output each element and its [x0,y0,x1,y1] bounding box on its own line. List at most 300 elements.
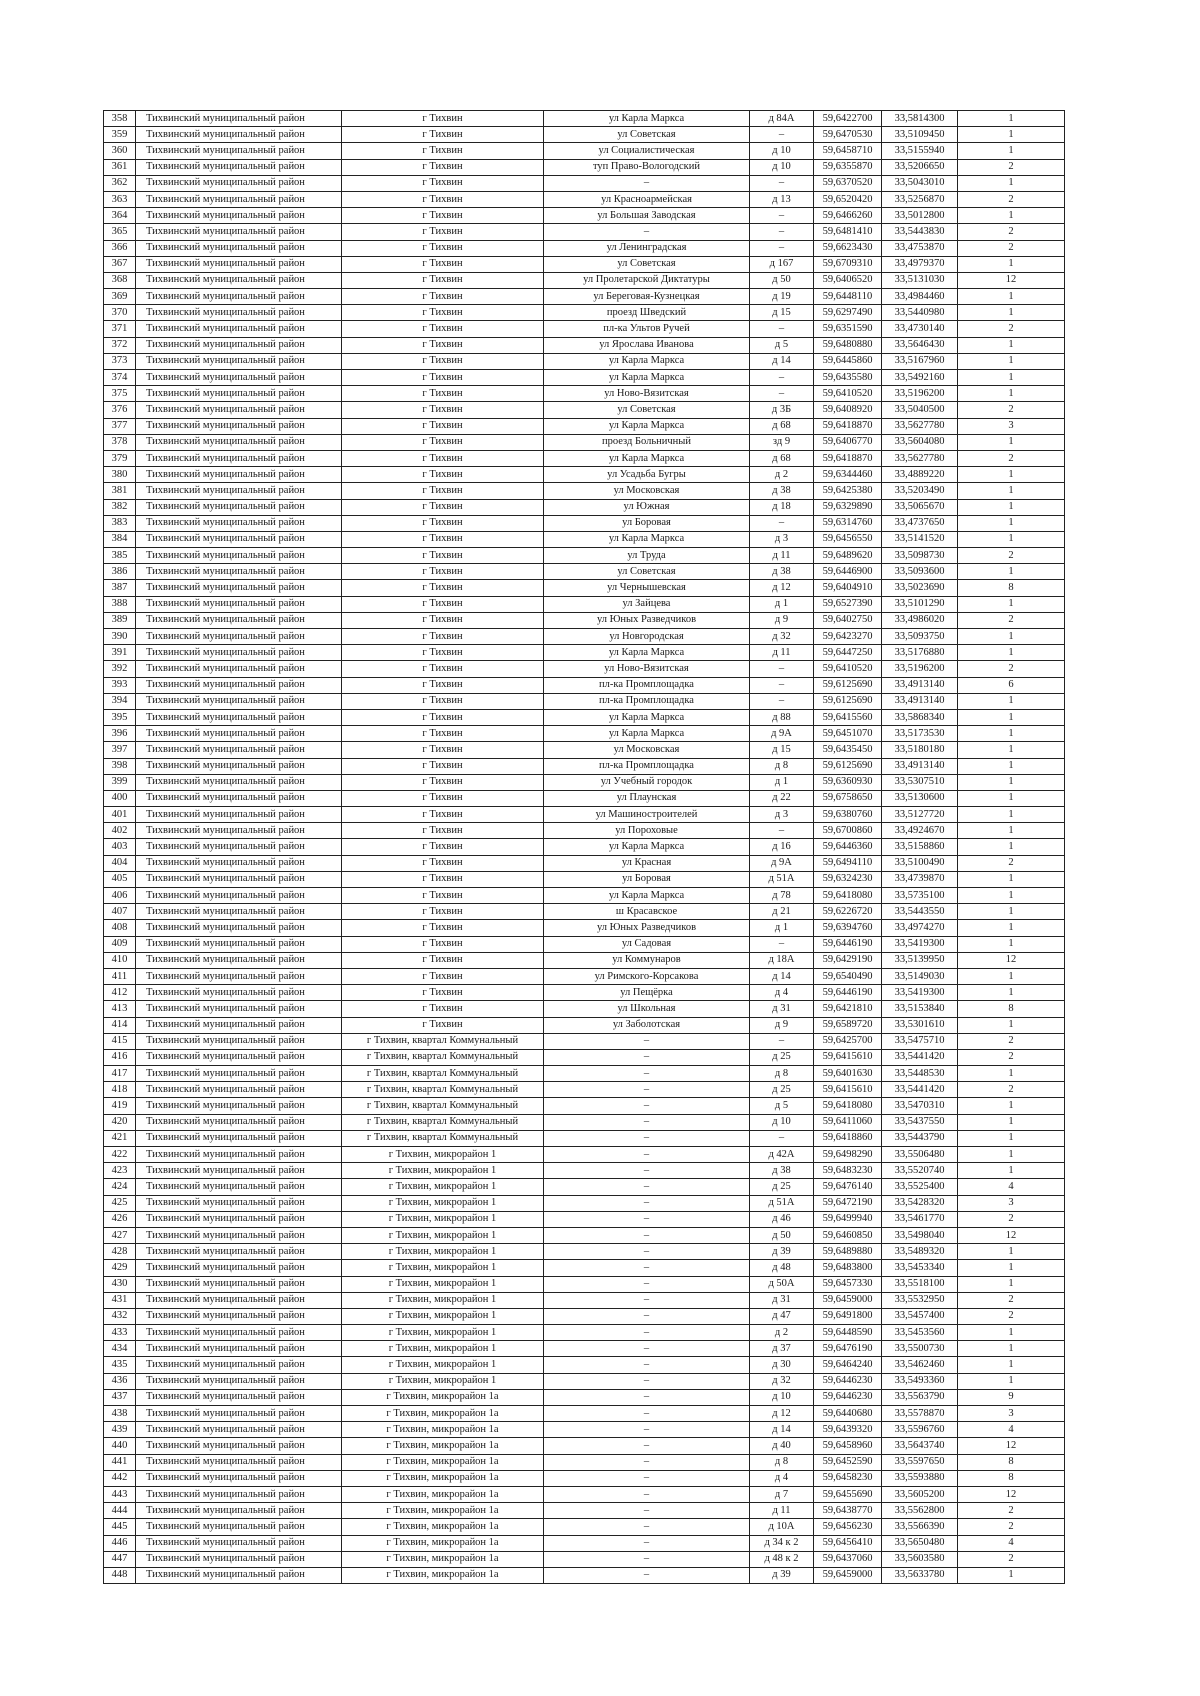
cell-street: – [544,1098,750,1114]
cell-lat: 59,6447250 [814,645,882,661]
table-row [104,1325,1065,1341]
cell-street: ул Карла Маркса [544,726,750,742]
cell-lat: 59,6464240 [814,1357,882,1373]
cell-lon: 33,5131030 [882,272,958,288]
cell-n: 433 [104,1325,136,1341]
cell-count: 2 [958,224,1065,240]
cell-count: 1 [958,434,1065,450]
cell-street: – [544,1406,750,1422]
cell-district: Тихвинский муниципальный район [136,483,342,499]
cell-n: 372 [104,337,136,353]
cell-lat: 59,6380760 [814,807,882,823]
cell-n: 382 [104,499,136,515]
cell-lon: 33,5578870 [882,1406,958,1422]
cell-count: 1 [958,790,1065,806]
cell-count: 1 [958,1244,1065,1260]
cell-district: Тихвинский муниципальный район [136,1033,342,1049]
cell-lon: 33,5627780 [882,418,958,434]
cell-street: – [544,1114,750,1130]
cell-lon: 33,5814300 [882,111,958,127]
cell-lon: 33,5428320 [882,1195,958,1211]
cell-street: – [544,1551,750,1567]
cell-lat: 59,6415560 [814,709,882,725]
cell-house: д 51А [750,871,814,887]
cell-lat: 59,6355870 [814,159,882,175]
cell-house: д 40 [750,1438,814,1454]
cell-lat: 59,6758650 [814,790,882,806]
cell-locality: г Тихвин [342,337,544,353]
cell-locality: г Тихвин [342,645,544,661]
cell-lat: 59,6476140 [814,1179,882,1195]
cell-locality: г Тихвин [342,531,544,547]
cell-count: 2 [958,240,1065,256]
cell-count: 2 [958,1033,1065,1049]
cell-street: ул Большая Заводская [544,208,750,224]
cell-street: – [544,1179,750,1195]
cell-street: ул Ленинградская [544,240,750,256]
cell-lon: 33,5518100 [882,1276,958,1292]
cell-lat: 59,6456550 [814,531,882,547]
cell-lon: 33,5040500 [882,402,958,418]
cell-district: Тихвинский муниципальный район [136,742,342,758]
table-row [104,774,1065,790]
cell-district: Тихвинский муниципальный район [136,823,342,839]
cell-lon: 33,4730140 [882,321,958,337]
table-row [104,564,1065,580]
table-row [104,904,1065,920]
cell-district: Тихвинский муниципальный район [136,1454,342,1470]
cell-n: 435 [104,1357,136,1373]
cell-count: 1 [958,175,1065,191]
cell-district: Тихвинский муниципальный район [136,515,342,531]
cell-locality: г Тихвин [342,839,544,855]
cell-house: д 32 [750,629,814,645]
cell-count: 2 [958,321,1065,337]
cell-n: 424 [104,1179,136,1195]
cell-house: д 37 [750,1341,814,1357]
cell-district: Тихвинский муниципальный район [136,434,342,450]
cell-n: 403 [104,839,136,855]
table-row [104,289,1065,305]
cell-district: Тихвинский муниципальный район [136,677,342,693]
table-row [104,1276,1065,1292]
cell-district: Тихвинский муниципальный район [136,402,342,418]
cell-locality: г Тихвин [342,888,544,904]
cell-house: д 32 [750,1373,814,1389]
cell-lon: 33,5130600 [882,790,958,806]
cell-n: 410 [104,952,136,968]
cell-street: – [544,1244,750,1260]
cell-locality: г Тихвин [342,855,544,871]
table-row [104,159,1065,175]
cell-street: ул Плаунская [544,790,750,806]
cell-count: 1 [958,127,1065,143]
cell-count: 1 [958,985,1065,1001]
cell-lat: 59,6459000 [814,1567,882,1583]
cell-lat: 59,6415610 [814,1082,882,1098]
table-row [104,434,1065,450]
cell-count: 8 [958,580,1065,596]
cell-lon: 33,5627780 [882,450,958,466]
cell-count: 4 [958,1535,1065,1551]
cell-n: 447 [104,1551,136,1567]
cell-count: 1 [958,709,1065,725]
cell-house: д 38 [750,1163,814,1179]
table-row [104,596,1065,612]
cell-house: д 10А [750,1519,814,1535]
cell-street: – [544,1082,750,1098]
table-row [104,1049,1065,1065]
cell-count: 1 [958,726,1065,742]
cell-n: 373 [104,353,136,369]
cell-lat: 59,6480880 [814,337,882,353]
cell-locality: г Тихвин [342,272,544,288]
cell-street: – [544,1292,750,1308]
cell-district: Тихвинский муниципальный район [136,904,342,920]
cell-district: Тихвинский муниципальный район [136,758,342,774]
cell-count: 3 [958,418,1065,434]
cell-district: Тихвинский муниципальный район [136,774,342,790]
cell-n: 408 [104,920,136,936]
cell-house: д 22 [750,790,814,806]
cell-n: 421 [104,1130,136,1146]
table-row [104,1260,1065,1276]
cell-house: д 68 [750,450,814,466]
cell-lon: 33,5023690 [882,580,958,596]
cell-n: 401 [104,807,136,823]
cell-lon: 33,4984460 [882,289,958,305]
cell-locality: г Тихвин, микрорайон 1 [342,1325,544,1341]
cell-house: – [750,823,814,839]
cell-street: ул Ново-Вязитская [544,386,750,402]
cell-lon: 33,5461770 [882,1211,958,1227]
cell-locality: г Тихвин, квартал Коммунальный [342,1082,544,1098]
cell-lat: 59,6460850 [814,1227,882,1243]
cell-locality: г Тихвин [342,499,544,515]
cell-locality: г Тихвин, микрорайон 1 [342,1341,544,1357]
cell-lon: 33,5443550 [882,904,958,920]
cell-n: 371 [104,321,136,337]
cell-count: 1 [958,888,1065,904]
cell-lat: 59,6446230 [814,1389,882,1405]
cell-house: д 21 [750,904,814,920]
cell-count: 1 [958,645,1065,661]
cell-n: 445 [104,1519,136,1535]
table-row [104,871,1065,887]
table-row [104,1406,1065,1422]
table-row [104,1179,1065,1195]
cell-n: 368 [104,272,136,288]
cell-district: Тихвинский муниципальный район [136,467,342,483]
cell-lat: 59,6297490 [814,305,882,321]
cell-district: Тихвинский муниципальный район [136,1001,342,1017]
cell-count: 12 [958,1227,1065,1243]
cell-house: д 19 [750,289,814,305]
cell-lon: 33,5158860 [882,839,958,855]
cell-lat: 59,6370520 [814,175,882,191]
cell-count: 12 [958,952,1065,968]
cell-locality: г Тихвин, микрорайон 1а [342,1486,544,1502]
cell-street: – [544,1325,750,1341]
cell-lat: 59,6410520 [814,386,882,402]
cell-house: д 50 [750,272,814,288]
cell-district: Тихвинский муниципальный район [136,564,342,580]
cell-street: – [544,175,750,191]
cell-street: ул Советская [544,256,750,272]
cell-district: Тихвинский муниципальный район [136,1389,342,1405]
cell-lat: 59,6125690 [814,677,882,693]
cell-lat: 59,6429190 [814,952,882,968]
cell-lon: 33,5153840 [882,1001,958,1017]
cell-lat: 59,6351590 [814,321,882,337]
cell-count: 1 [958,515,1065,531]
table-row [104,612,1065,628]
cell-house: д 39 [750,1244,814,1260]
cell-lat: 59,6446230 [814,1373,882,1389]
cell-n: 364 [104,208,136,224]
cell-count: 1 [958,1066,1065,1082]
cell-district: Тихвинский муниципальный район [136,1438,342,1454]
cell-n: 420 [104,1114,136,1130]
cell-street: ул Боровая [544,871,750,887]
cell-house: – [750,386,814,402]
cell-district: Тихвинский муниципальный район [136,596,342,612]
cell-locality: г Тихвин, микрорайон 1а [342,1470,544,1486]
cell-lon: 33,5441420 [882,1049,958,1065]
cell-lon: 33,5593880 [882,1470,958,1486]
cell-count: 1 [958,1260,1065,1276]
cell-locality: г Тихвин, квартал Коммунальный [342,1114,544,1130]
cell-lat: 59,6446900 [814,564,882,580]
table-row [104,1389,1065,1405]
cell-street: ул Московская [544,483,750,499]
cell-lat: 59,6491800 [814,1308,882,1324]
cell-n: 394 [104,693,136,709]
cell-lon: 33,5180180 [882,742,958,758]
cell-street: ул Карла Маркса [544,709,750,725]
cell-street: ул Римского-Корсакова [544,968,750,984]
cell-lat: 59,6226720 [814,904,882,920]
cell-house: – [750,208,814,224]
cell-district: Тихвинский муниципальный район [136,612,342,628]
cell-house: д 7 [750,1486,814,1502]
cell-lon: 33,5441420 [882,1082,958,1098]
cell-n: 385 [104,548,136,564]
cell-street: ул Труда [544,548,750,564]
cell-house: д 25 [750,1082,814,1098]
cell-count: 1 [958,353,1065,369]
cell-count: 1 [958,742,1065,758]
cell-n: 377 [104,418,136,434]
cell-house: д 4 [750,1470,814,1486]
table-row [104,208,1065,224]
cell-locality: г Тихвин, микрорайон 1 [342,1244,544,1260]
cell-locality: г Тихвин [342,321,544,337]
cell-house: д 13 [750,191,814,207]
cell-lon: 33,5101290 [882,596,958,612]
table-row [104,693,1065,709]
cell-lon: 33,5448530 [882,1066,958,1082]
cell-lon: 33,5093600 [882,564,958,580]
cell-count: 1 [958,1147,1065,1163]
cell-house: д 38 [750,564,814,580]
cell-lon: 33,5493360 [882,1373,958,1389]
cell-n: 362 [104,175,136,191]
cell-lon: 33,5498040 [882,1227,958,1243]
table-row [104,726,1065,742]
cell-lon: 33,5065670 [882,499,958,515]
cell-lon: 33,5453560 [882,1325,958,1341]
cell-lat: 59,6448590 [814,1325,882,1341]
cell-lon: 33,5500730 [882,1341,958,1357]
cell-n: 396 [104,726,136,742]
cell-lat: 59,6700860 [814,823,882,839]
cell-street: ул Красноармейская [544,191,750,207]
table-row [104,742,1065,758]
cell-lon: 33,5149030 [882,968,958,984]
cell-count: 1 [958,1130,1065,1146]
cell-lon: 33,5443830 [882,224,958,240]
cell-lon: 33,4913140 [882,758,958,774]
cell-lon: 33,5109450 [882,127,958,143]
cell-lat: 59,6483800 [814,1260,882,1276]
cell-district: Тихвинский муниципальный район [136,1276,342,1292]
cell-street: ул Карла Маркса [544,111,750,127]
cell-n: 417 [104,1066,136,1082]
cell-locality: г Тихвин [342,629,544,645]
cell-lon: 33,5475710 [882,1033,958,1049]
table-row [104,677,1065,693]
cell-district: Тихвинский муниципальный район [136,1195,342,1211]
table-row [104,839,1065,855]
cell-n: 392 [104,661,136,677]
cell-district: Тихвинский муниципальный район [136,450,342,466]
cell-street: – [544,1130,750,1146]
cell-n: 430 [104,1276,136,1292]
cell-street: ул Карла Маркса [544,418,750,434]
cell-n: 378 [104,434,136,450]
cell-lon: 33,5596760 [882,1422,958,1438]
cell-lat: 59,6466260 [814,208,882,224]
cell-count: 1 [958,839,1065,855]
cell-district: Тихвинский муниципальный район [136,1503,342,1519]
table-row [104,321,1065,337]
cell-n: 432 [104,1308,136,1324]
cell-house: д 8 [750,1066,814,1082]
cell-count: 1 [958,823,1065,839]
cell-count: 1 [958,143,1065,159]
cell-street: ул Карла Маркса [544,839,750,855]
cell-locality: г Тихвин [342,240,544,256]
cell-lon: 33,5098730 [882,548,958,564]
table-row [104,1130,1065,1146]
cell-locality: г Тихвин [342,159,544,175]
cell-street: – [544,1567,750,1583]
cell-count: 12 [958,1486,1065,1502]
table-row [104,807,1065,823]
cell-n: 397 [104,742,136,758]
cell-lon: 33,5605200 [882,1486,958,1502]
cell-locality: г Тихвин, квартал Коммунальный [342,1033,544,1049]
cell-count: 1 [958,1357,1065,1373]
cell-lat: 59,6418870 [814,418,882,434]
cell-house: д 50А [750,1276,814,1292]
cell-lon: 33,5562800 [882,1503,958,1519]
cell-lat: 59,6476190 [814,1341,882,1357]
cell-district: Тихвинский муниципальный район [136,888,342,904]
cell-street: – [544,1470,750,1486]
cell-locality: г Тихвин [342,564,544,580]
cell-lon: 33,4924670 [882,823,958,839]
cell-locality: г Тихвин [342,596,544,612]
cell-street: ул Карла Маркса [544,888,750,904]
cell-street: – [544,1066,750,1082]
cell-locality: г Тихвин [342,920,544,936]
cell-n: 448 [104,1567,136,1583]
cell-district: Тихвинский муниципальный район [136,1114,342,1130]
table-row [104,1017,1065,1033]
cell-street: ул Советская [544,127,750,143]
cell-district: Тихвинский муниципальный район [136,1551,342,1567]
table-row [104,645,1065,661]
cell-street: ул Ярослава Иванова [544,337,750,353]
cell-street: ул Заболотская [544,1017,750,1033]
cell-house: д 1 [750,596,814,612]
cell-n: 412 [104,985,136,1001]
cell-n: 415 [104,1033,136,1049]
cell-count: 2 [958,1049,1065,1065]
table-row [104,111,1065,127]
cell-n: 358 [104,111,136,127]
cell-house: д 3 [750,531,814,547]
cell-house: д 10 [750,159,814,175]
cell-house: д 88 [750,709,814,725]
cell-street: ул Усадьба Бугры [544,467,750,483]
cell-locality: г Тихвин, микрорайон 1 [342,1179,544,1195]
cell-lon: 33,5604080 [882,434,958,450]
cell-lat: 59,6435580 [814,370,882,386]
table-row [104,758,1065,774]
cell-n: 365 [104,224,136,240]
table-row [104,1098,1065,1114]
cell-house: д 51А [750,1195,814,1211]
cell-street: ул Зайцева [544,596,750,612]
cell-district: Тихвинский муниципальный район [136,1066,342,1082]
table-row [104,580,1065,596]
cell-district: Тихвинский муниципальный район [136,386,342,402]
cell-district: Тихвинский муниципальный район [136,111,342,127]
cell-locality: г Тихвин [342,434,544,450]
cell-n: 380 [104,467,136,483]
table-row [104,531,1065,547]
cell-house: д 42А [750,1147,814,1163]
cell-district: Тихвинский муниципальный район [136,936,342,952]
cell-lat: 59,6418870 [814,450,882,466]
cell-lat: 59,6438770 [814,1503,882,1519]
cell-street: – [544,1049,750,1065]
cell-lon: 33,5525400 [882,1179,958,1195]
cell-n: 419 [104,1098,136,1114]
cell-locality: г Тихвин, микрорайон 1 [342,1147,544,1163]
cell-count: 1 [958,289,1065,305]
cell-n: 398 [104,758,136,774]
cell-n: 379 [104,450,136,466]
table-row [104,483,1065,499]
cell-count: 1 [958,774,1065,790]
cell-street: ул Карла Маркса [544,531,750,547]
cell-lat: 59,6459000 [814,1292,882,1308]
table-row [104,418,1065,434]
